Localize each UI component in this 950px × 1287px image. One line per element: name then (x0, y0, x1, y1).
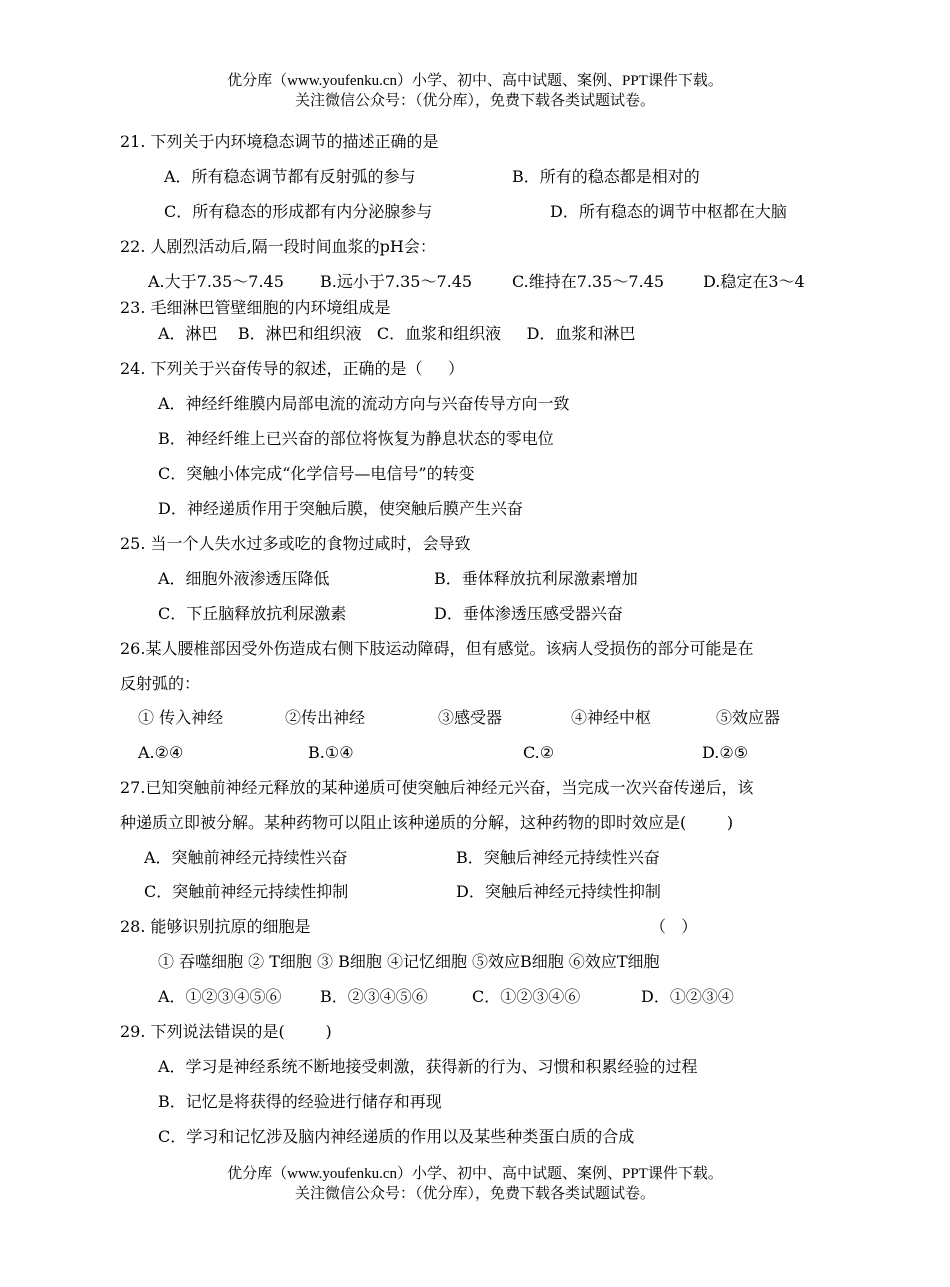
q26-item-3: ③感受器 (438, 708, 503, 727)
q29-option-a: A．学习是神经系统不断地接受刺激，获得新的行为、习惯和积累经验的过程 (158, 1057, 698, 1076)
q23-stem: 23. 毛细淋巴管壁细胞的内环境组成是 (120, 298, 391, 317)
q24-option-a: A．神经纤维膜内局部电流的流动方向与兴奋传导方向一致 (158, 394, 570, 413)
q25-option-c: C．下丘脑释放抗利尿激素 (158, 604, 347, 623)
q21-stem: 21. 下列关于内环境稳态调节的描述正确的是 (120, 132, 439, 151)
q22-option-d: D.稳定在3～4 (703, 272, 805, 291)
q28-items: ① 吞噬细胞 ② T细胞 ③ B细胞 ④记忆细胞 ⑤效应B细胞 ⑥效应T细胞 (158, 952, 660, 971)
q24-option-b: B．神经纤维上已兴奋的部位将恢复为静息状态的零电位 (158, 429, 554, 448)
q26-option-d: D.②⑤ (702, 743, 749, 762)
q28-answer-paren: （ ） (650, 917, 698, 936)
q22-option-b: B.远小于7.35～7.45 (320, 272, 473, 291)
q29-option-c: C．学习和记忆涉及脑内神经递质的作用以及某些种类蛋白质的合成 (158, 1127, 635, 1146)
q28-stem: 28. 能够识别抗原的细胞是 (120, 917, 311, 936)
q27-option-a: A．突触前神经元持续性兴奋 (144, 848, 348, 867)
q29-option-b: B．记忆是将获得的经验进行储存和再现 (158, 1092, 442, 1111)
q27-option-c: C．突触前神经元持续性抑制 (144, 882, 349, 901)
q26-option-c: C.② (523, 743, 555, 762)
q27-option-d: D．突触后神经元持续性抑制 (456, 882, 661, 901)
q26-option-a: A.②④ (138, 743, 184, 762)
q22-option-a: A.大于7.35～7.45 (148, 272, 284, 291)
q26-item-5: ⑤效应器 (716, 708, 781, 727)
q21-option-c: C．所有稳态的形成都有内分泌腺参与 (164, 202, 433, 221)
q24-stem: 24. 下列关于兴奋传导的叙述，正确的是（ ） (120, 359, 464, 378)
q25-option-b: B．垂体释放抗利尿激素增加 (434, 569, 638, 588)
q25-option-d: D．垂体渗透压感受器兴奋 (434, 604, 623, 623)
q27-stem-line-2: 种递质立即被分解。某种药物可以阻止该种递质的分解，这种药物的即时效应是( ) (120, 813, 734, 832)
footer-line-2: 关注微信公众号：（优分库），免费下载各类试题试卷。 (294, 1186, 655, 1202)
q21-option-a: A．所有稳态调节都有反射弧的参与 (164, 167, 416, 186)
q25-stem: 25. 当一个人失水过多或吃的食物过咸时，会导致 (120, 534, 471, 553)
q26-stem-line-1: 26.某人腰椎部因受外伤造成右侧下肢运动障碍，但有感觉。该病人受损伤的部分可能是在 (120, 639, 754, 658)
q29-stem: 29. 下列说法错误的是( ) (120, 1022, 332, 1041)
q21-option-b: B．所有的稳态都是相对的 (512, 167, 700, 186)
q22-option-c: C.维持在7.35～7.45 (512, 272, 665, 291)
q26-item-4: ④神经中枢 (571, 708, 652, 727)
q23-options: A．淋巴 B．淋巴和组织液 C．血浆和组织液 D．血浆和淋巴 (158, 324, 636, 343)
q24-option-d: D．神经递质作用于突触后膜，使突触后膜产生兴奋 (158, 499, 523, 518)
q26-item-1: ① 传入神经 (138, 708, 224, 727)
q25-option-a: A．细胞外液渗透压降低 (158, 569, 330, 588)
q26-option-b: B.①④ (308, 743, 354, 762)
q21-option-d: D．所有稳态的调节中枢都在大脑 (550, 202, 787, 221)
q22-stem: 22. 人剧烈活动后,隔一段时间血浆的pH会： (120, 237, 436, 256)
q27-option-b: B．突触后神经元持续性兴奋 (456, 848, 660, 867)
q27-stem-line-1: 27.已知突触前神经元释放的某种递质可使突触后神经元兴奋，当完成一次兴奋传递后，该 (120, 778, 754, 797)
footer-line-1: 优分库（www.youfenku.cn）小学、初中、高中试题、案例、PPT课件下载。 (227, 1166, 723, 1182)
header-line-2: 关注微信公众号：（优分库），免费下载各类试题试卷。 (294, 93, 655, 109)
q24-option-c: C．突触小体完成“化学信号—电信号”的转变 (158, 464, 475, 483)
header-line-1: 优分库（www.youfenku.cn）小学、初中、高中试题、案例、PPT课件下载。 (227, 73, 723, 89)
q26-stem-line-2: 反射弧的： (120, 674, 201, 693)
q26-item-2: ②传出神经 (285, 708, 366, 727)
q28-option-b: B．②③④⑤⑥ (320, 987, 428, 1006)
q28-option-d: D．①②③④ (641, 987, 734, 1006)
q28-option-a: A．①②③④⑤⑥ (158, 987, 282, 1006)
q28-option-c: C．①②③④⑥ (472, 987, 581, 1006)
